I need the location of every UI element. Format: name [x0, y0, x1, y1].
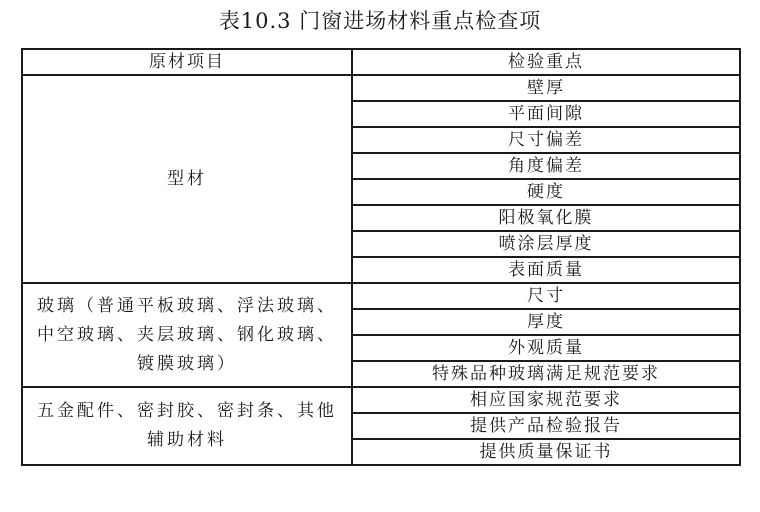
check-item: 相应国家规范要求 [352, 387, 740, 413]
check-item: 喷涂层厚度 [352, 231, 740, 257]
check-item: 提供质量保证书 [352, 439, 740, 465]
check-item: 尺寸偏差 [352, 127, 740, 153]
check-item: 硬度 [352, 179, 740, 205]
table-title: 表10.3 门窗进场材料重点检查项 [218, 9, 542, 33]
table-row [22, 283, 740, 309]
check-item: 角度偏差 [352, 153, 740, 179]
check-item: 平面间隙 [352, 101, 740, 127]
check-item: 阳极氧化膜 [352, 205, 740, 231]
inspection-table [21, 48, 741, 466]
table-row [22, 75, 740, 101]
check-item: 外观质量 [352, 335, 740, 361]
material-profile: 型材 [22, 75, 352, 283]
check-item: 尺寸 [352, 283, 740, 309]
check-item: 表面质量 [352, 257, 740, 283]
material-hardware: 五金配件、密封胶、密封条、其他辅助材料 [22, 387, 352, 465]
header-material: 原材项目 [22, 49, 352, 75]
check-item: 壁厚 [352, 75, 740, 101]
header-check-points: 检验重点 [352, 49, 740, 75]
material-glass: 玻璃（普通平板玻璃、浮法玻璃、中空玻璃、夹层玻璃、钢化玻璃、镀膜玻璃） [22, 283, 352, 387]
check-item: 特殊品种玻璃满足规范要求 [352, 361, 740, 387]
header-row [22, 49, 740, 75]
table-row [22, 387, 740, 413]
check-item: 提供产品检验报告 [352, 413, 740, 439]
check-item: 厚度 [352, 309, 740, 335]
